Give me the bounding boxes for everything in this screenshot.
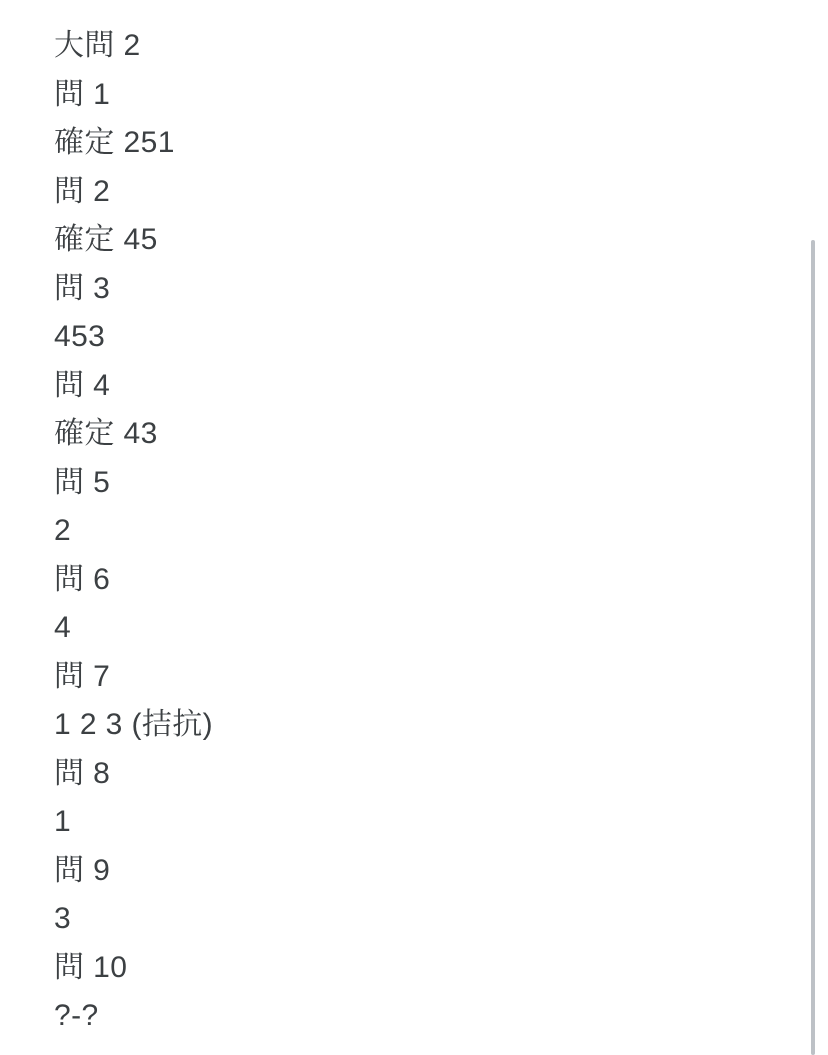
scrollbar-thumb[interactable]: [811, 240, 815, 1055]
text-line: 確定 45: [54, 223, 158, 256]
text-line: 453: [54, 320, 106, 353]
text-line: 問 8: [54, 756, 111, 790]
text-line: 3: [54, 902, 72, 935]
text-line: 問 3: [54, 271, 111, 305]
text-line: 2: [54, 514, 72, 547]
text-line: ?-?: [54, 999, 99, 1032]
text-line: 問 1: [54, 77, 111, 111]
text-line: 確定 43: [54, 417, 158, 450]
text-line: 問 7: [54, 659, 111, 693]
text-line: 大問 2: [54, 29, 141, 62]
text-line: 問 6: [54, 562, 111, 596]
text-line: 1: [54, 805, 72, 838]
text-line: 確定 251: [54, 126, 175, 159]
text-line: 4: [54, 611, 72, 644]
text-line: 問 4: [54, 368, 111, 402]
text-line: 問 10: [54, 950, 128, 984]
text-line: 問 2: [54, 174, 111, 208]
text-line: 問 5: [54, 465, 111, 499]
text-line: 問 9: [54, 853, 111, 887]
text-line: 1 2 3 (拮抗): [54, 708, 214, 741]
scrollbar-track[interactable]: [814, 0, 822, 1055]
